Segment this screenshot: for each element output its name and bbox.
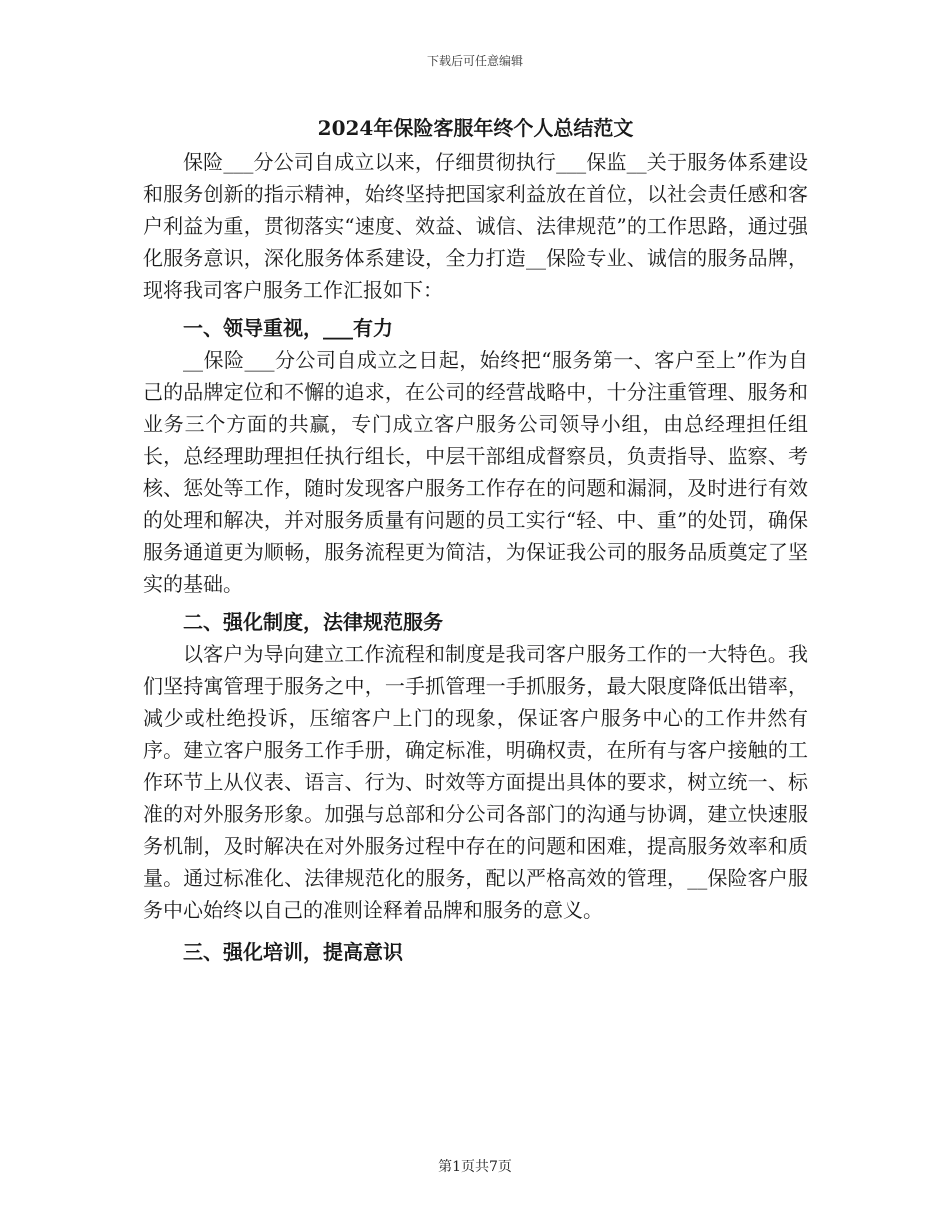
document-title: 2024年保险客服年终个人总结范文 bbox=[317, 116, 634, 140]
intro-paragraph: 保险___分公司自成立以来，仔细贯彻执行___保监__关于服务体系建设和服务创新的指示精神，始终坚持把国家利益放在首位，以社会责任感和客户利益为重，贯彻落实“速度、效益、诚信、法律规范”的工作思路，通过强化服务意识，深化服务体系建设，全力打造__保险专业、诚信的服务品牌，现将我司客户服务工作汇报如下： bbox=[143, 150, 808, 302]
page-number-footer: 第1页共7页 bbox=[438, 1159, 512, 1175]
section-heading-1: 一、领导重视，___有力 bbox=[183, 316, 393, 340]
document-body bbox=[143, 112, 808, 968]
section-heading-3: 三、强化培训，提高意识 bbox=[183, 940, 403, 964]
section-heading-2: 二、强化制度，法律规范服务 bbox=[183, 610, 443, 634]
section-body-2: 以客户为导向建立工作流程和制度是我司客户服务工作的一大特色。我们坚持寓管理于服务之中，一手抓管理一手抓服务，最大限度降低出错率，减少或杜绝投诉，压缩客户上门的现象，保证客户服务中心的工作井然有序。建立客户服务工作手册，确定标准，明确权责，在所有与客户接触的工作环节上从仪表、语言、行为、时效等方面提出具体的要求，树立统一、标准的对外服务形象。加强与总部和分公司各部门的沟通与协调，建立快速服务机制，及时解决在对外服务过程中存在的问题和困难，提高服务效率和质量。通过标准化、法律规范化的服务，配以严格高效的管理，__保险客户服务中心始终以自己的准则诠释着品牌和服务的意义。 bbox=[143, 642, 808, 922]
header-note: 下载后可任意编辑 bbox=[426, 54, 523, 68]
section-body-1: __保险___分公司自成立之日起，始终把“服务第一、客户至上”作为自己的品牌定位和不懈的追求，在公司的经营战略中，十分注重管理、服务和业务三个方面的共赢，专门成立客户服务公司领导小组，由总经理担任组长，总经理助理担任执行组长，中层干部组成督察员，负责指导、监察、考核、惩处等工作，随时发现客户服务工作存在的问题和漏洞，及时进行有效的处理和解决，并对服务质量有问题的员工实行“轻、中、重”的处罚，确保服务通道更为顺畅，服务流程更为简洁，为保证我公司的服务品质奠定了坚实的基础。 bbox=[143, 348, 808, 596]
